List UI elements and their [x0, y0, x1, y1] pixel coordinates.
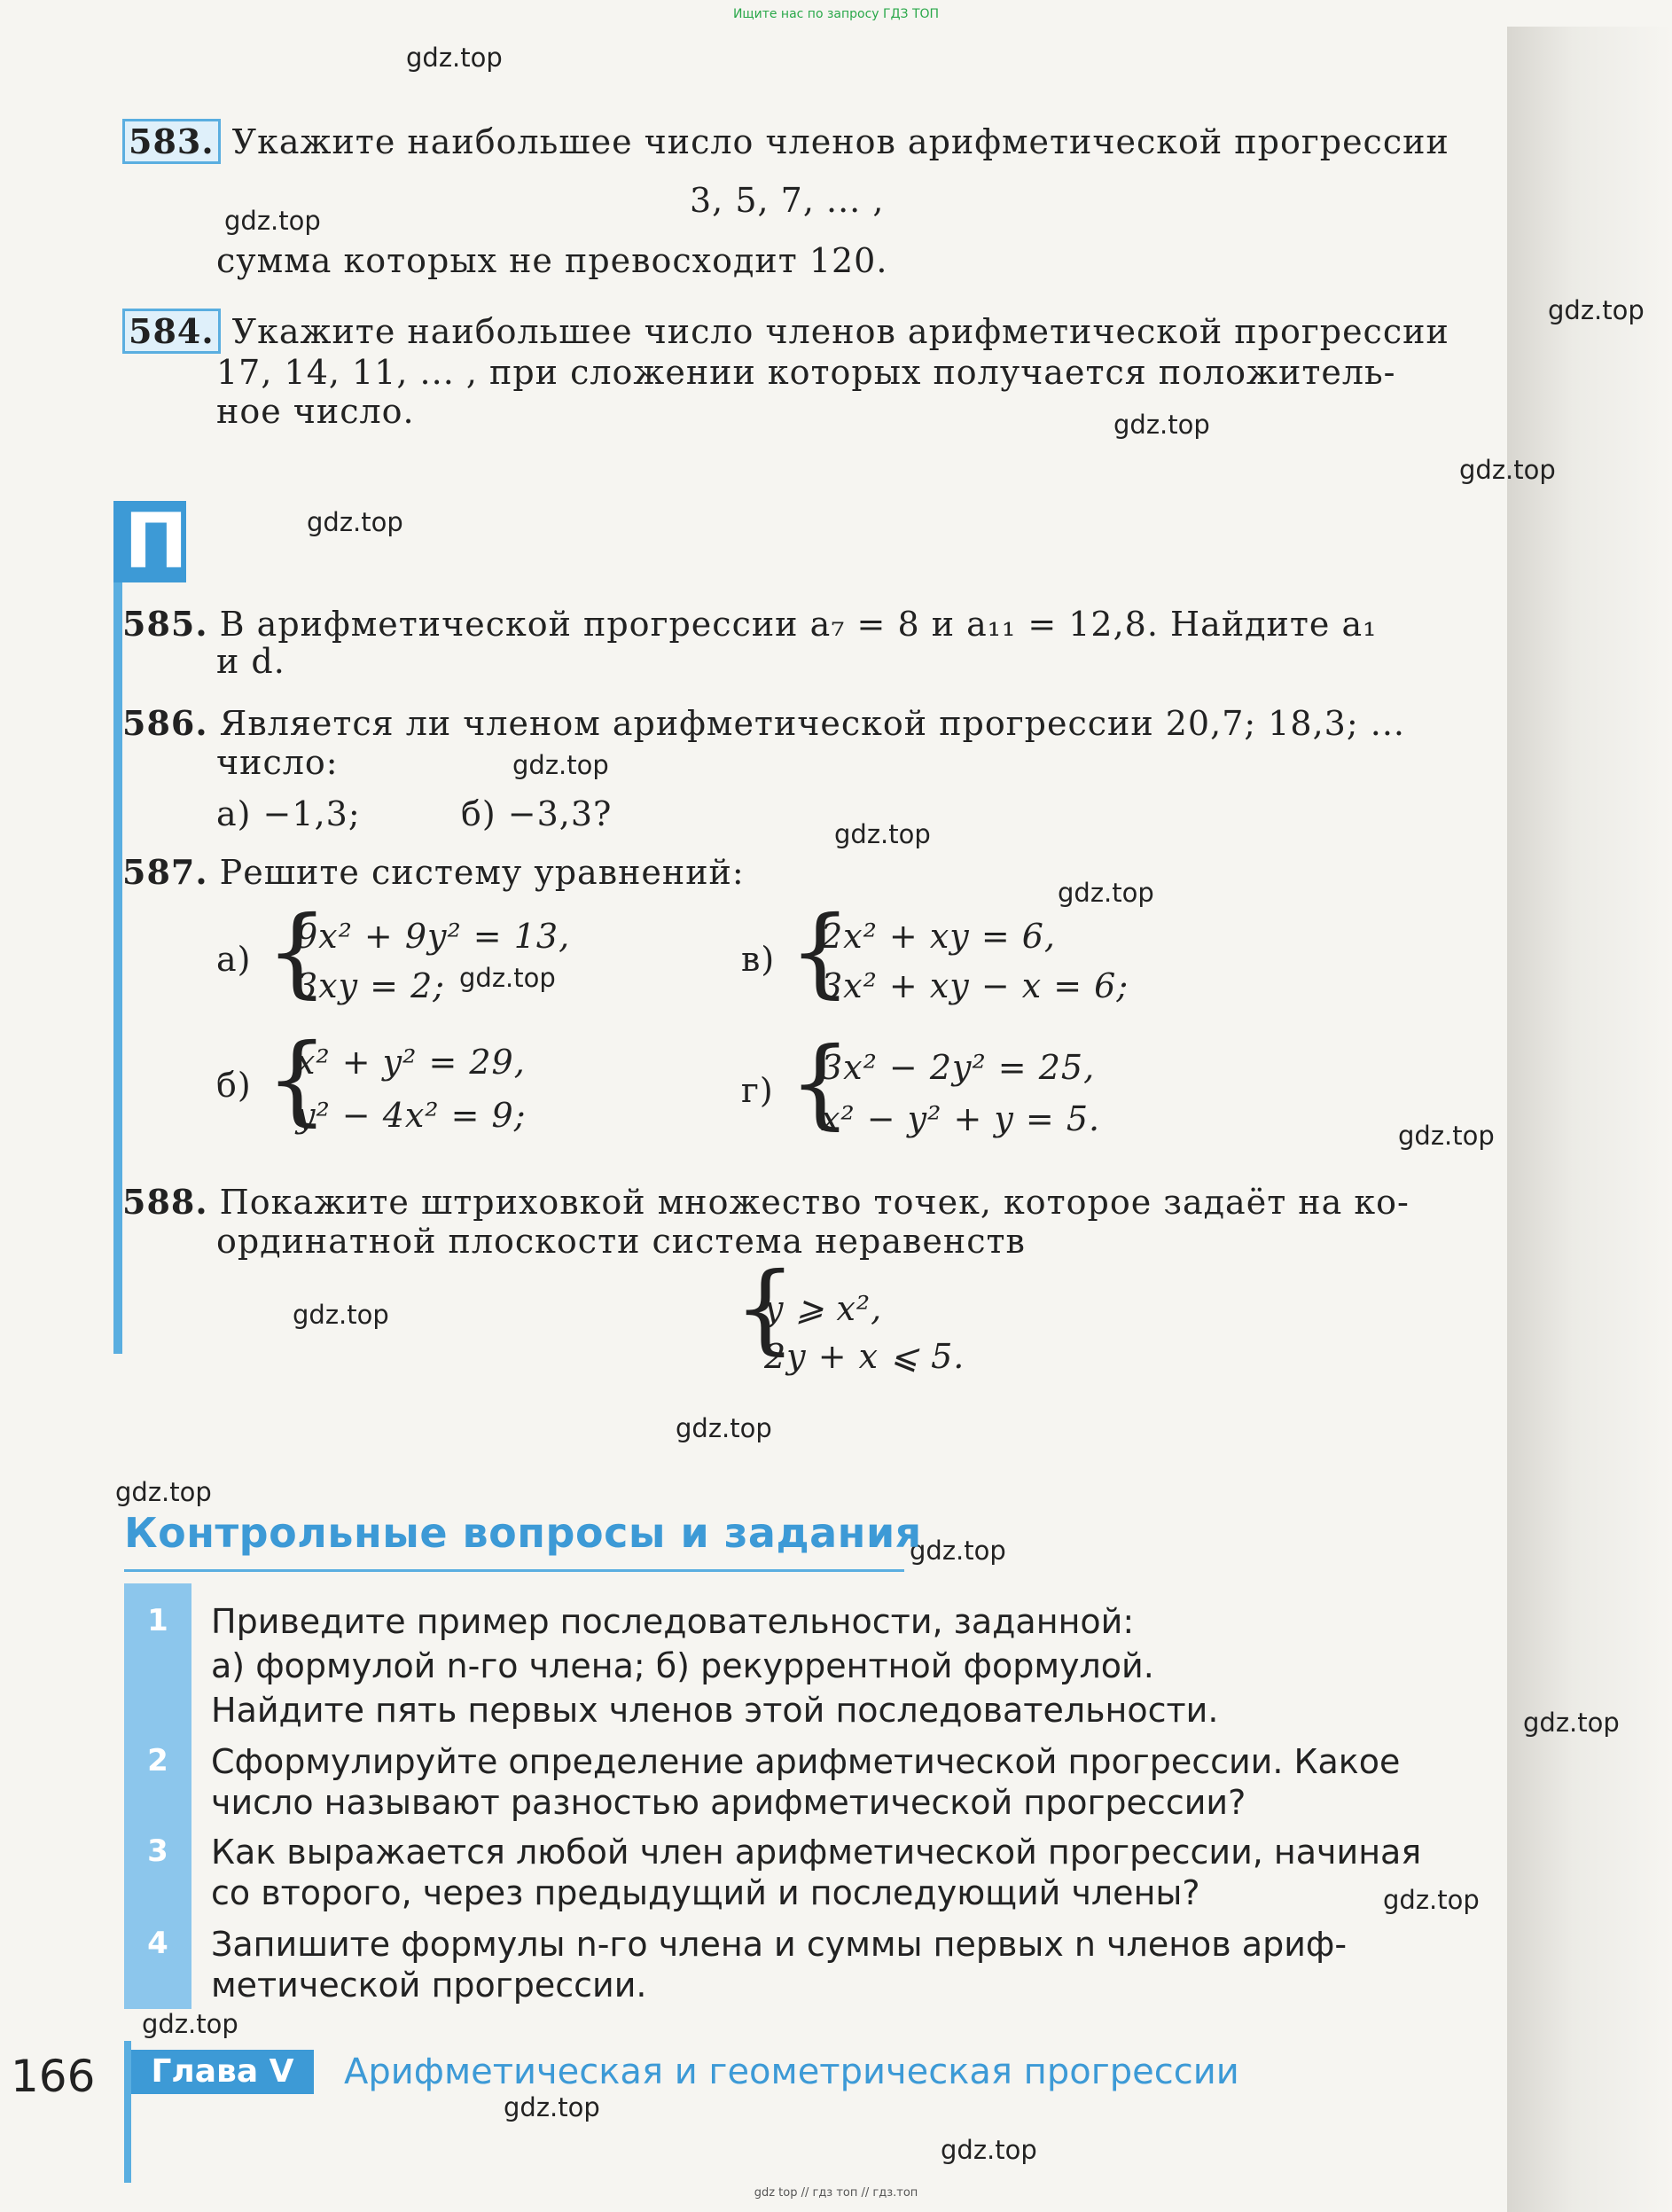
- equation: x² + y² = 29,: [296, 1043, 526, 1082]
- bottom-note: gdz top // гдз топ // гдз.топ: [754, 2186, 918, 2200]
- section-bar: [113, 582, 122, 1354]
- equation: 9x² + 9y² = 13,: [296, 917, 571, 956]
- brace: {: [789, 1026, 851, 1139]
- system-label-g: г): [741, 1071, 774, 1110]
- brace: {: [266, 895, 328, 1008]
- watermark: gdz.top: [1523, 1708, 1620, 1738]
- option-a: а) −1,3;: [216, 794, 361, 833]
- problem-text: Покажите штриховкой множество точек, которое задаёт на ко-: [219, 1183, 1410, 1222]
- inequality: 2y + x ⩽ 5.: [764, 1337, 965, 1376]
- question-line: метической прогрессии.: [211, 1966, 647, 2005]
- watermark: gdz.top: [293, 1300, 389, 1330]
- watermark: gdz.top: [1398, 1121, 1495, 1151]
- question-line: со второго, через предыдущий и последующий члены?: [211, 1873, 1200, 1912]
- problem-number: 588.: [122, 1182, 208, 1222]
- question-line: число называют разностью арифметической прогрессии?: [211, 1783, 1246, 1822]
- problem-584: [122, 312, 1449, 351]
- problem-text: 17, 14, 11, ... , при сложении которых получается положитель-: [216, 353, 1396, 392]
- problem-585: [122, 605, 1377, 644]
- problem-text: число:: [216, 743, 339, 782]
- question-line: а) формулой n-го члена; б) рекуррентной формулой.: [211, 1646, 1154, 1685]
- brace: {: [266, 1022, 328, 1136]
- watermark: gdz.top: [142, 2009, 238, 2039]
- watermark: gdz.top: [1113, 410, 1210, 440]
- question-line: Найдите пять первых членов этой последовательности.: [211, 1691, 1219, 1730]
- footer-rule: [124, 2041, 131, 2183]
- question-line: Запишите формулы n-го члена и суммы первых n членов ариф-: [211, 1925, 1348, 1964]
- watermark: gdz.top: [676, 1413, 772, 1443]
- top-note: Ищите нас по запросу ГДЗ ТОП: [732, 7, 940, 21]
- problem-586: [122, 704, 1405, 743]
- problem-text: В арифметической прогрессии a₇ = 8 и a₁₁ = 12,8. Найдите a₁: [219, 605, 1378, 644]
- problem-number: 584.: [122, 309, 221, 354]
- problem-text: и d.: [216, 642, 285, 681]
- equation: 3x² + xy − x = 6;: [821, 966, 1129, 1005]
- problem-588: [122, 1183, 1410, 1222]
- equation: 3x² − 2y² = 25,: [821, 1048, 1096, 1087]
- problem-number: 583.: [122, 119, 221, 164]
- title-underline: [124, 1569, 904, 1572]
- problem-587: [122, 853, 745, 892]
- problem-text: Укажите наибольшее число членов арифметической прогрессии: [231, 122, 1449, 161]
- equation: 2x² + xy = 6,: [821, 917, 1056, 956]
- chapter-title: Арифметическая и геометрическая прогрессии: [344, 2052, 1239, 2092]
- watermark: gdz.top: [115, 1477, 212, 1507]
- system-label-v: в): [741, 940, 776, 979]
- problem-text: ординатной плоскости система неравенств: [216, 1222, 1026, 1261]
- question-number: 4: [147, 1926, 168, 1961]
- watermark: gdz.top: [941, 2135, 1037, 2165]
- equation: x² − y² + y = 5.: [821, 1099, 1101, 1138]
- problem-text: Решите систему уравнений:: [219, 853, 745, 892]
- problem-number: 586.: [122, 703, 208, 743]
- page-edge-shadow: [1507, 27, 1672, 2212]
- question-number: 1: [147, 1603, 168, 1638]
- problem-text: Укажите наибольшее число членов арифметической прогрессии: [231, 312, 1449, 351]
- question-line: Сформулируйте определение арифметической прогрессии. Какое: [211, 1742, 1401, 1781]
- watermark: gdz.top: [307, 507, 403, 537]
- problem-text: сумма которых не превосходит 120.: [216, 241, 888, 280]
- question-number: 3: [147, 1833, 168, 1869]
- system-label-b: б): [216, 1066, 252, 1105]
- watermark: gdz.top: [512, 750, 609, 780]
- question-line: Как выражается любой член арифметической прогрессии, начиная: [211, 1833, 1422, 1872]
- watermark: gdz.top: [910, 1536, 1006, 1566]
- brace: {: [789, 895, 851, 1008]
- problem-text: Является ли членом арифметической прогрессии 20,7; 18,3; ...: [219, 704, 1405, 743]
- section-badge-letter: П: [124, 497, 188, 586]
- watermark: gdz.top: [1383, 1885, 1480, 1915]
- watermark: gdz.top: [406, 43, 503, 73]
- watermark: gdz.top: [224, 206, 321, 236]
- problem-text: ное число.: [216, 392, 415, 431]
- option-b: б) −3,3?: [461, 794, 613, 833]
- brace: {: [734, 1251, 796, 1364]
- inequality: y ⩾ x²,: [764, 1289, 883, 1328]
- equation: 3xy = 2;: [296, 966, 446, 1005]
- question-number: 2: [147, 1743, 168, 1778]
- system-label-a: а): [216, 940, 252, 979]
- watermark: gdz.top: [834, 819, 931, 849]
- watermark: gdz.top: [1459, 455, 1556, 485]
- problem-583: [122, 122, 1449, 161]
- watermark: gdz.top: [459, 963, 556, 993]
- sequence: 3, 5, 7, ... ,: [690, 181, 885, 220]
- control-questions-title: Контрольные вопросы и задания: [124, 1509, 922, 1557]
- chapter-label: Глава V: [131, 2050, 314, 2094]
- watermark: gdz.top: [1548, 295, 1645, 325]
- problem-number: 585.: [122, 604, 208, 644]
- page-number: 166: [11, 2051, 96, 2102]
- equation: y² − 4x² = 9;: [296, 1096, 527, 1135]
- problem-number: 587.: [122, 852, 208, 892]
- watermark: gdz.top: [504, 2092, 600, 2122]
- watermark: gdz.top: [1058, 878, 1154, 908]
- question-line: Приведите пример последовательности, заданной:: [211, 1602, 1135, 1641]
